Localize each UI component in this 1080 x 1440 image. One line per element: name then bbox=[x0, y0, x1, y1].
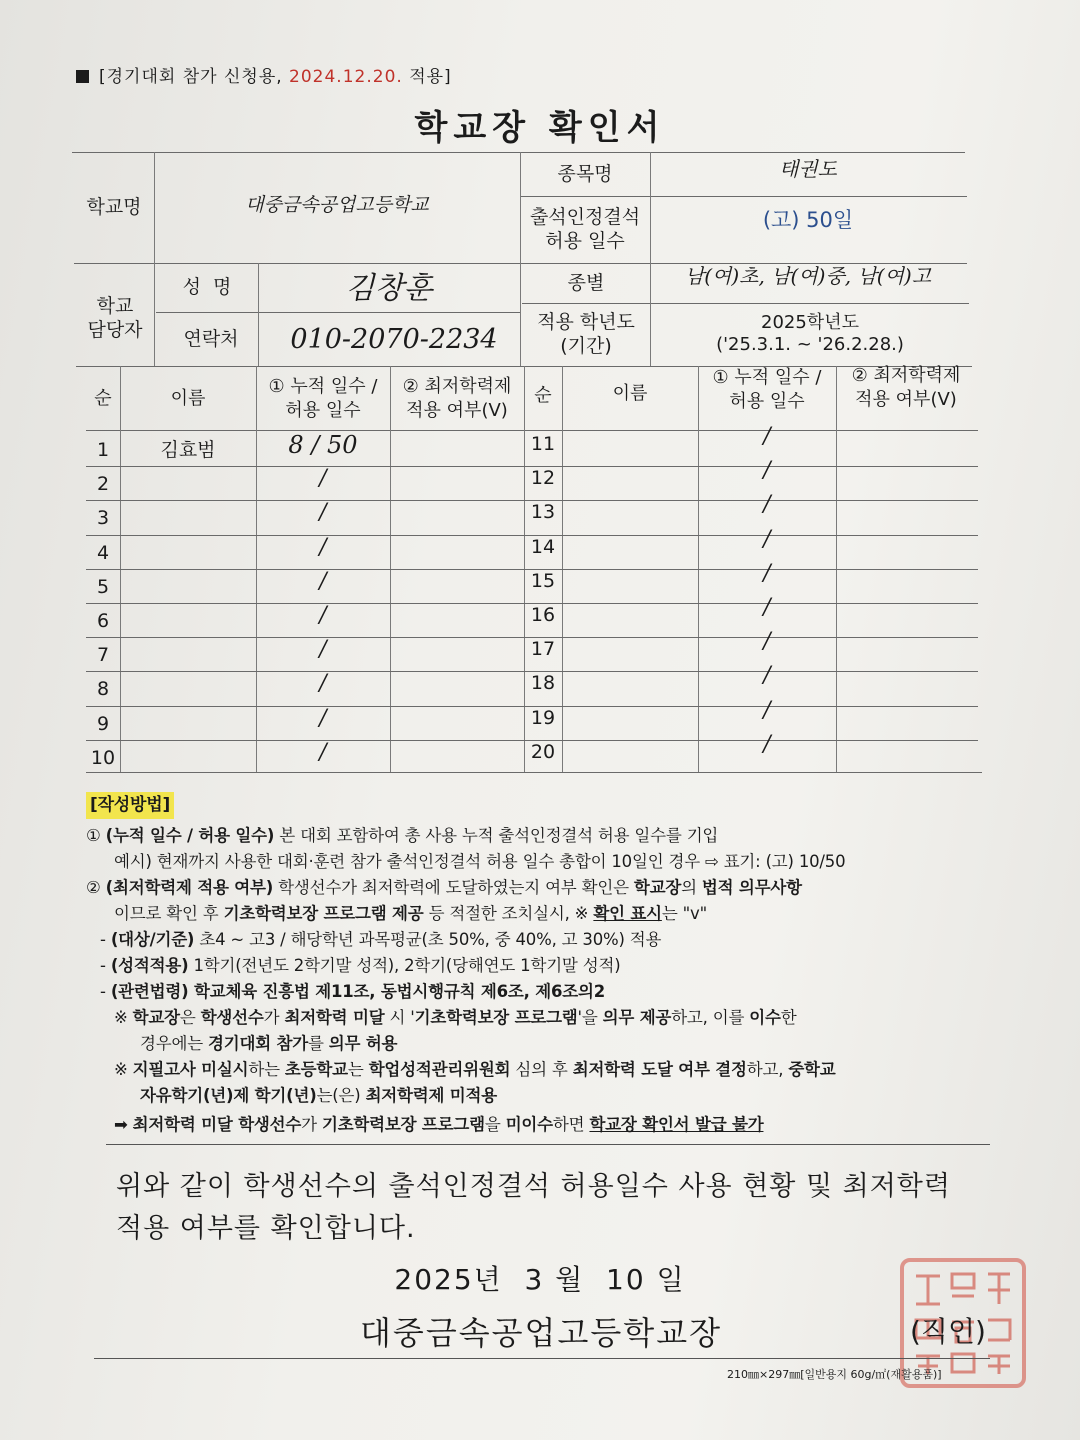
athlete-name-cell[interactable] bbox=[120, 502, 256, 536]
instruction-line: ※ 지필고사 미실시하는 초등학교는 학업성적관리위원회 심의 후 최저학력 도달 여부 결정하고, 중학교 bbox=[114, 1060, 836, 1080]
days-used-cell[interactable]: / bbox=[763, 595, 771, 621]
athlete-name-cell[interactable] bbox=[562, 426, 698, 460]
row-number-right: 13 bbox=[530, 501, 556, 524]
days-used-cell[interactable]: 8 / 50 bbox=[288, 431, 358, 460]
row-number-left: 3 bbox=[96, 507, 110, 530]
confirmation-statement: 위와 같이 학생선수의 출석인정결석 허용일수 사용 현황 및 최저학력 적용 여부를 확인합니다. bbox=[116, 1171, 951, 1244]
min-standard-check-cell[interactable] bbox=[390, 671, 524, 705]
note-date: 2024.12.20. bbox=[289, 67, 403, 87]
days-used-cell[interactable]: / bbox=[319, 706, 327, 732]
min-standard-check-cell[interactable] bbox=[836, 700, 976, 734]
min-standard-check-cell[interactable] bbox=[836, 426, 976, 460]
instruction-line: - (관련법령) 학교체육 진흥법 제11조, 동법시행규칙 제6조, 제6조의2 bbox=[100, 982, 606, 1002]
seal-label: (직인) bbox=[910, 1315, 986, 1348]
min-standard-check-cell[interactable] bbox=[836, 563, 976, 597]
instruction-line: 자유학기(년)제 학기(년)는(은) 최저학력제 미적용 bbox=[140, 1086, 498, 1106]
school-name-value: 대중금속공업고등학교 bbox=[245, 193, 429, 216]
principal-name: 대중금속공업고등학교장 bbox=[360, 1314, 723, 1352]
row-number-left: 9 bbox=[96, 713, 110, 736]
instruction-line: - (대상/기준) 초4 ~ 고3 / 해당학년 과목평균(초 50%, 중 40%, 고 30%) 적용 bbox=[100, 930, 662, 950]
school-name-label: 학교명 bbox=[86, 196, 142, 219]
athlete-name-cell[interactable] bbox=[562, 494, 698, 528]
days-used-cell[interactable]: / bbox=[763, 458, 771, 484]
absence-days-label: 출석인정결석 허용 일수 bbox=[529, 206, 641, 252]
academic-year-label: 적용 학년도 (기간) bbox=[537, 311, 635, 357]
row-number-right: 11 bbox=[530, 433, 556, 456]
header-no-right: 순 bbox=[534, 384, 552, 406]
athlete-name-cell[interactable] bbox=[120, 605, 256, 639]
instruction-line: ① (누적 일수 / 허용 일수) 본 대회 포함하여 총 사용 누적 출석인정결석 허용 일수를 기입 bbox=[86, 825, 719, 845]
row-number-right: 12 bbox=[530, 467, 556, 490]
min-standard-check-cell[interactable] bbox=[390, 603, 524, 637]
athlete-name-cell[interactable] bbox=[562, 529, 698, 563]
days-used-cell[interactable]: / bbox=[319, 500, 327, 526]
row-number-left: 7 bbox=[96, 644, 110, 667]
gender-label: 종별 bbox=[567, 271, 605, 294]
phone-label: 연락처 bbox=[183, 327, 239, 350]
athlete-name-cell[interactable] bbox=[562, 460, 698, 494]
header-days-left: ① 누적 일수 / 허용 일수 bbox=[268, 375, 378, 421]
days-used-cell[interactable]: / bbox=[763, 663, 771, 689]
days-used-cell[interactable]: / bbox=[319, 569, 327, 595]
athlete-name-cell[interactable] bbox=[562, 563, 698, 597]
phone-handwritten: 010-2070-2234 bbox=[290, 324, 498, 356]
days-used-cell[interactable]: / bbox=[763, 732, 771, 758]
athlete-name-cell[interactable] bbox=[120, 537, 256, 571]
instruction-line: 경우에는 경기대회 참가를 의무 허용 bbox=[140, 1034, 398, 1054]
min-standard-check-cell[interactable] bbox=[836, 529, 976, 563]
academic-year-value: 2025학년도 ('25.3.1. ~ '26.2.28.) bbox=[716, 311, 904, 355]
athlete-name-cell[interactable] bbox=[120, 742, 256, 776]
row-number-right: 19 bbox=[530, 707, 556, 730]
contact-name-handwritten: 김창훈 bbox=[345, 271, 433, 307]
event-value: 태권도 bbox=[779, 157, 837, 181]
athlete-name-cell[interactable] bbox=[120, 708, 256, 742]
min-standard-check-cell[interactable] bbox=[390, 637, 524, 671]
days-used-cell[interactable]: / bbox=[319, 637, 327, 663]
days-used-cell[interactable]: / bbox=[763, 527, 771, 553]
header-min-right: ② 최저학력제 적용 여부(V) bbox=[851, 364, 961, 410]
row-number-right: 18 bbox=[530, 672, 556, 695]
days-used-cell[interactable]: / bbox=[319, 671, 327, 697]
row-number-left: 8 bbox=[96, 678, 110, 701]
row-number-left: 10 bbox=[90, 747, 116, 770]
days-used-cell[interactable]: / bbox=[763, 561, 771, 587]
min-standard-check-cell[interactable] bbox=[836, 734, 976, 768]
contact-person-label: 학교 담당자 bbox=[87, 295, 143, 341]
header-days-right: ① 누적 일수 / 허용 일수 bbox=[712, 366, 822, 412]
athlete-name-cell[interactable] bbox=[120, 673, 256, 707]
instructions-section bbox=[86, 792, 996, 1138]
athlete-name-cell[interactable] bbox=[562, 700, 698, 734]
min-standard-check-cell[interactable] bbox=[836, 597, 976, 631]
days-used-cell[interactable]: / bbox=[763, 629, 771, 655]
name-label: 성 명 bbox=[182, 276, 232, 299]
min-standard-check-cell[interactable] bbox=[390, 500, 524, 534]
row-number-right: 16 bbox=[530, 604, 556, 627]
header-name-right: 이름 bbox=[612, 382, 648, 404]
header-name-left: 이름 bbox=[170, 387, 206, 409]
days-used-cell[interactable]: / bbox=[319, 535, 327, 561]
gender-value: 남(여)초, 남(여)중, 남(여)고 bbox=[684, 263, 932, 288]
min-standard-check-cell[interactable] bbox=[390, 740, 524, 774]
athlete-name-cell[interactable] bbox=[120, 571, 256, 605]
row-number-right: 15 bbox=[530, 570, 556, 593]
instruction-line: ➡ 최저학력 미달 학생선수가 기초학력보장 프로그램을 미이수하면 학교장 확인서 발급 불가 bbox=[114, 1114, 764, 1134]
days-used-cell[interactable]: / bbox=[763, 698, 771, 724]
header-min-left: ② 최저학력제 적용 여부(V) bbox=[402, 375, 512, 421]
instruction-line: ② (최저학력제 적용 여부) 학생선수가 최저학력에 도달하였는지 여부 확인은 학교장의 법적 의무사항 bbox=[86, 877, 802, 897]
min-standard-check-cell[interactable] bbox=[390, 432, 524, 466]
application-note: [경기대회 참가 신청용, 2024.12.20. 적용] bbox=[76, 62, 452, 87]
days-used-cell[interactable]: / bbox=[319, 466, 327, 492]
athlete-name-cell[interactable] bbox=[562, 597, 698, 631]
min-standard-check-cell[interactable] bbox=[836, 460, 976, 494]
min-standard-check-cell[interactable] bbox=[836, 494, 976, 528]
row-number-left: 4 bbox=[96, 542, 110, 565]
athlete-name-cell[interactable] bbox=[562, 665, 698, 699]
header-no-left: 순 bbox=[94, 387, 112, 409]
row-number-right: 14 bbox=[530, 536, 556, 559]
row-number-right: 20 bbox=[530, 741, 556, 764]
instructions-title: [작성방법] bbox=[86, 792, 174, 819]
min-standard-check-cell[interactable] bbox=[390, 535, 524, 569]
min-standard-check-cell[interactable] bbox=[836, 665, 976, 699]
min-standard-check-cell[interactable] bbox=[390, 569, 524, 603]
athlete-name-cell[interactable]: 김효범 bbox=[160, 439, 216, 462]
row-number-left: 6 bbox=[96, 610, 110, 633]
athlete-name-cell[interactable] bbox=[562, 734, 698, 768]
event-label: 종목명 bbox=[557, 162, 613, 185]
athlete-name-cell[interactable] bbox=[562, 631, 698, 665]
row-number-left: 1 bbox=[96, 439, 110, 462]
absence-days-value: (고) 50일 bbox=[762, 207, 854, 232]
row-number-right: 17 bbox=[530, 638, 556, 661]
days-used-cell[interactable]: / bbox=[319, 740, 327, 766]
days-used-cell[interactable]: / bbox=[319, 603, 327, 629]
paper-spec: 210㎜×297㎜[일반용지 60g/㎡(재활용품)] bbox=[727, 1368, 942, 1381]
row-number-left: 5 bbox=[96, 576, 110, 599]
athlete-name-cell[interactable] bbox=[120, 639, 256, 673]
document-title: 학교장 확인서 bbox=[414, 108, 666, 148]
athlete-name-cell[interactable] bbox=[120, 468, 256, 502]
square-bullet-icon bbox=[76, 70, 89, 83]
instruction-line: 이므로 확인 후 기초학력보장 프로그램 제공 등 적절한 조치실시, ※ 확인 표시는 "v" bbox=[114, 904, 708, 924]
min-standard-check-cell[interactable] bbox=[390, 466, 524, 500]
instruction-line: ※ 학교장은 학생선수가 최저학력 미달 시 '기초학력보장 프로그램'을 의무 제공하고, 이를 이수한 bbox=[114, 1008, 797, 1028]
min-standard-check-cell[interactable] bbox=[390, 706, 524, 740]
issue-date: 2025년 3 월 10 일 bbox=[394, 1263, 686, 1296]
instruction-line: - (성적적용) 1학기(전년도 2학기말 성적), 2학기(당해연도 1학기말 성적) bbox=[100, 956, 621, 976]
days-used-cell[interactable]: / bbox=[763, 492, 771, 518]
row-number-left: 2 bbox=[96, 473, 110, 496]
days-used-cell[interactable]: / bbox=[763, 424, 771, 450]
instruction-line: 예시) 현재까지 사용한 대회·훈련 참가 출석인정결석 허용 일수 총합이 10일인 경우 ⇨ 표기: (고) 10/50 bbox=[114, 851, 846, 871]
min-standard-check-cell[interactable] bbox=[836, 631, 976, 665]
